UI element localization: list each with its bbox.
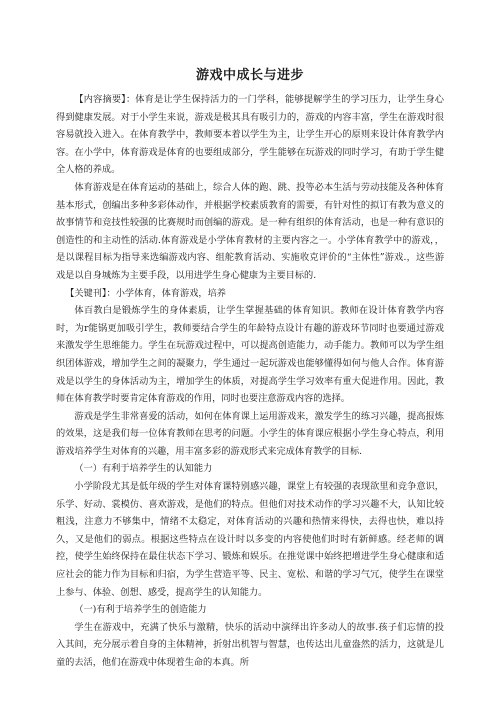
section-heading: （一）有利于培养学生的认知能力	[74, 463, 213, 475]
abstract-paragraph: 【内容摘要】：体育是让学生保持活力的一门学科，能够提解学生的学习压力，让学生身心得到健康发展。对于小学生来说，游戏是极其具有吸引力的，游戏的内容丰富，学生在游戏时很容易就投入进入。在体育教学中，教师要本着以学生为主，让学生开心的原则来设计体育教学内容。在小学中，体育游戏是体育的也要组成部分，学生能够在玩游戏的同时学习，有助于学生健全人格的养成。	[56, 94, 444, 176]
body-paragraph: 体育游戏是在体育运动的基础上，综合人体的跑、跳、投等必本生活与劳动技能及各种体育基本形式，创编出多种多彩体动作，并根据学校素质教育的需要，有针对性的拟订有教为意义的故事情节和竞技性较强的比赛规时而创编的游戏。是一种有组织的体育活动，也是一种有意识的创造性的和主动性的活动.体育游戏是小学体育教材的主要内容之一。小学体育教学中的游戏，，是以课程目标为指导来选编游戏内容、组舵教育活动、实施收克评价的“主体性”游戏.，这些游戏是以自身城炼为主要手段，以用进学生身心健康为主要目标的.	[56, 181, 444, 281]
section-heading: （一)有利于培养学生的创造能力	[74, 604, 207, 616]
body-paragraph: 游戏是学生非常喜爱的活动，如何在体育课上运用游戏来，激发学生的练习兴趣，提高报炼的效果，这是我们每一位体育教师在思考的问题。小学生的体育课应根据小学生身心特点，利用游戏培养学生对体育的兴趣，用丰富多彩的游戏形式来完成体育教学的目标.	[56, 410, 444, 457]
body-paragraph: 小学阶段尤其是低年级的学生对体育课特别感兴趣，课堂上有较强的表现欲里和竞争意识，乐学、好动、裳模仿、喜欢游戏，是他们的特点。但他们对技术动作的学习兴趣不大，认知比较粗浅，注意力不够集中，情绪不太稳定，对体育活动的兴趣和热情来得快，去得也快，难以持久，又是他们的弱点。根据这些特点在设计时以多变的内容使他们时时有新鲜感。经老师的调控，使学生始终保持在最住状态下学习、锻炼和娱乐。在推觉课中始终把增进学生身心健康和适应社会的能力作为目标和归宿，为学生营造平等、民主、宽松、和谐的学习气冗，使学生在课堂上参与、体验、创想、感受，提高学生的认知能力。	[56, 481, 444, 598]
body-paragraph: 体百教白是锻炼学生的身体素质，让学生掌握基础的体育知识。教师在设计体育教学内容时，为r能锅更加吸引学生，教师要结合学生的年龄特点设计有趣的游戏环节同时也要通过游戏来激发学生思维能力。学生在玩游戏过程中，可以提高创造能力，动手能力。教师可以为学生组织团体游戏，增加学生之间的凝聚力，学生通过一起玩游戏也能够懂得如何与他人合作。体育游戏是以学生的身体活动为主，增加学生的体质，对提高学生学习效率有重大促进作用。因此，教师在体育教学时要肯定体育游戏的作用，同时也要注意游戏内容的选择。	[56, 305, 444, 405]
keywords-paragraph: 【关键刊】：小学体育，体育游戏，培养	[65, 287, 226, 299]
body-paragraph: 学生在游戏中，充满了快乐与激精，快乐的活动中演绎出许多动人的故事.孩子们忘情的投入其间，充分展示着自身的主体精神，折射出机智与智慧，也传达出儿童盎然的活力，这就是儿童的去活，他们在游戏中体现着生命的本真。所	[56, 621, 444, 668]
document-body	[56, 91, 444, 672]
document-title: 游戏中成长与进步	[195, 68, 304, 83]
